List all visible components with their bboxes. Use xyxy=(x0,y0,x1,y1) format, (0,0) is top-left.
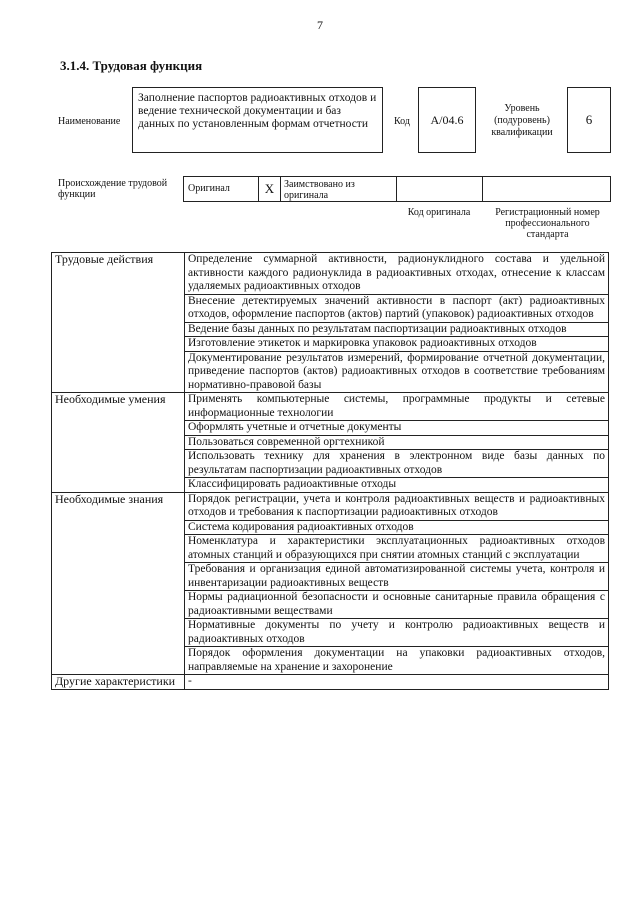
code-label: Код xyxy=(394,116,410,127)
level-box: 6 xyxy=(567,87,611,153)
section-item: Оформлять учетные и отчетные документы xyxy=(185,421,609,436)
level-label: Уровень (подуровень) квалификации xyxy=(491,103,553,138)
table-row xyxy=(52,492,609,520)
section-item: Система кодирования радиоактивных отходов xyxy=(185,520,609,535)
section-item: Нормы радиационной безопасности и основные санитарные правила обращения с радиоактивными веществами xyxy=(185,591,609,619)
section-item: Использовать технику для хранения в электронном виде базы данных по результатам паспортизации радиоактивных отходов xyxy=(185,450,609,478)
function-details-table xyxy=(51,252,609,690)
borrowed-label: Заимствовано из оригинала xyxy=(284,179,355,201)
section-item: - xyxy=(185,675,609,690)
original-mark-cell xyxy=(259,177,281,201)
section-item: Применять компьютерные системы, программные продукты и сетевые информационные технологии xyxy=(185,393,609,421)
original-mark: X xyxy=(264,181,275,196)
origin-label-text: Происхождение трудовой функции xyxy=(58,178,168,200)
table-row xyxy=(52,675,609,690)
code-original-label: Код оригинала xyxy=(407,207,471,218)
section-item: Изготовление этикеток и маркировка упаковок радиоактивных отходов xyxy=(185,337,609,352)
section-category: Трудовые действия xyxy=(52,253,185,393)
code-original-cell xyxy=(397,177,483,201)
section-item: Ведение базы данных по результатам паспортизации радиоактивных отходов xyxy=(185,322,609,337)
section-item: Требования и организация единой автоматизированной системы учета, контроля и инвентаризации радиоактивных веществ xyxy=(185,563,609,591)
reg-number-cell xyxy=(483,177,610,201)
table-row xyxy=(52,393,609,421)
borrowed-cell xyxy=(281,177,397,201)
section-item: Классифицировать радиоактивные отходы xyxy=(185,478,609,493)
name-label: Наименование xyxy=(58,116,121,127)
section-item: Определение суммарной активности, радионуклидного состава и удельной активности каждого радионуклида в радиоактивных отходах, отнесение к классам удаляемых радиоактивных отходов xyxy=(185,253,609,295)
section-title: 3.1.4. Трудовая функция xyxy=(60,58,203,73)
function-name-box: Заполнение паспортов радиоактивных отходов и ведение технической документации и баз данных по установленным формам отчетности xyxy=(132,87,383,153)
original-label: Оригинал xyxy=(188,183,230,194)
code-box: A/04.6 xyxy=(418,87,476,153)
page-number: 7 xyxy=(317,18,323,32)
original-cell xyxy=(184,177,259,201)
section-item: Нормативные документы по учету и контролю радиоактивных веществ и радиоактивных отходов xyxy=(185,619,609,647)
section-item: Порядок регистрации, учета и контроля радиоактивных веществ и радиоактивных отходов и требования к паспортизации радиоактивных отходов xyxy=(185,492,609,520)
section-category: Необходимые умения xyxy=(52,393,185,493)
section-category: Необходимые знания xyxy=(52,492,185,675)
section-item: Порядок оформления документации на упаковки радиоактивных отходов, направляемые на хранение и захоронение xyxy=(185,647,609,675)
section-item: Документирование результатов измерений, формирование отчетной документации, приведение паспортов (актов) радиоактивных отходов в соответствие требованиям нормативно-правовой базы xyxy=(185,351,609,393)
reg-number-label: Регистрационный номер профессионального стандарта xyxy=(495,207,600,240)
origin-label xyxy=(58,178,183,200)
section-item: Номенклатура и характеристики эксплуатационных радиоактивных отходов атомных станций и образующихся при снятии атомных станций с эксплуатации xyxy=(185,535,609,563)
section-item: Внесение детектируемых значений активности в паспорт (акт) радиоактивных отходов, оформление паспортов (актов) партий (упаковок) радиоактивных отходов xyxy=(185,294,609,322)
table-row xyxy=(52,253,609,295)
origin-row xyxy=(183,176,611,202)
section-item: Пользоваться современной оргтехникой xyxy=(185,435,609,450)
section-category: Другие характеристики xyxy=(52,675,185,690)
